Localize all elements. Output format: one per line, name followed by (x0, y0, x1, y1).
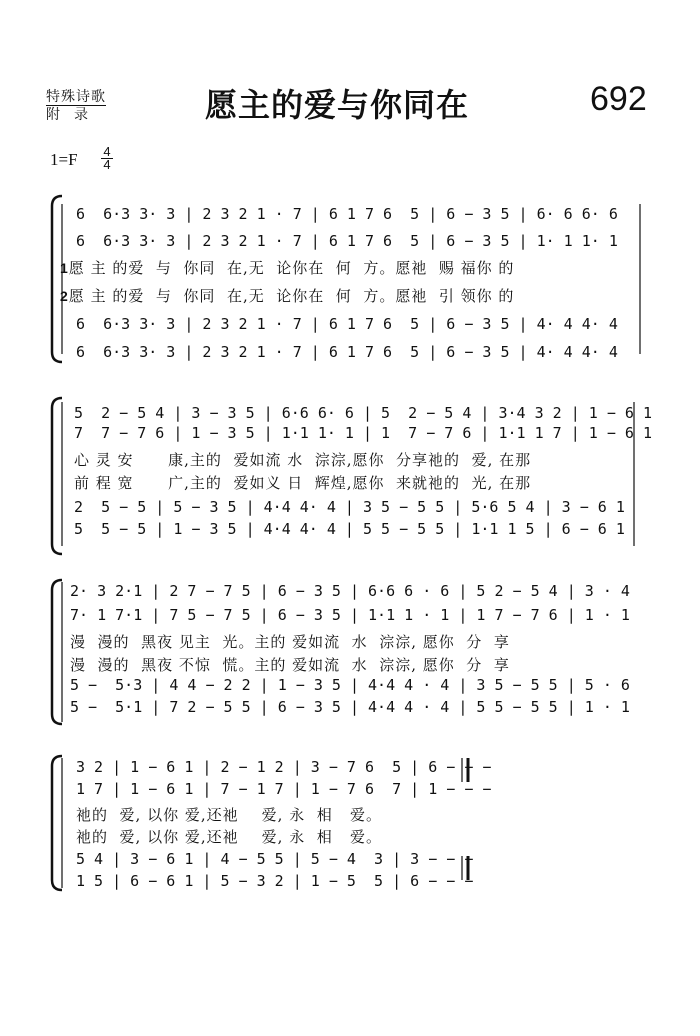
tenor-line: 2 5 − 5 | 5 − 3 5 | 4·4 4· 4 | 3 5 − 5 5 | 5·6 5 4 | 3 − 6 1 (74, 498, 625, 516)
category-label (46, 88, 116, 123)
hymn-number: 692 (590, 80, 647, 118)
verse-1-lyrics: 祂的 爱, 以你 爱,还祂 爱, 永 相 爱。 (76, 806, 383, 824)
time-bottom: 4 (101, 158, 113, 171)
verse-1-lyrics: 漫 漫的 黑夜 见主 光。主的 爱如流 水 淙淙, 愿你 分 享 (70, 633, 510, 651)
bass-line: 6 6·3 3· 3 | 2 3 2 1 · 7 | 6 1 7 6 5 | 6 − 3 5 | 4· 4 4· 4 (76, 343, 618, 361)
alto-line: 7 7 − 7 6 | 1 − 3 5 | 1·1 1· 1 | 1 7 − 7 6 | 1·1 1 7 | 1 − 6 1 (74, 424, 652, 442)
soprano-line: 5 2 − 5 4 | 3 − 3 5 | 6·6 6· 6 | 5 2 − 5 4 | 3·4 3 2 | 1 − 6 1 (74, 404, 652, 422)
bass-line: 5 5 − 5 | 1 − 3 5 | 4·4 4· 4 | 5 5 − 5 5 | 1·1 1 5 | 6 − 6 1 (74, 520, 625, 538)
alto-line: 6 6·3 3· 3 | 2 3 2 1 · 7 | 6 1 7 6 5 | 6 − 3 5 | 1· 1 1· 1 (76, 232, 618, 250)
score-system-3 (0, 576, 700, 726)
soprano-line: 3 2 | 1 − 6 1 | 2 − 1 2 | 3 − 7 6 5 | 6 − − − (76, 758, 492, 776)
soprano-line: 2· 3 2·1 | 2 7 − 7 5 | 6 − 3 5 | 6·6 6 · 6 | 5 2 − 5 4 | 3 · 4 (70, 582, 630, 600)
key-signature: 1=F (50, 150, 78, 169)
verse-1-number: 1 (60, 260, 69, 276)
category-line-2: 附录 (46, 106, 102, 122)
score-system-2 (0, 394, 700, 554)
alto-line: 1 7 | 1 − 6 1 | 7 − 1 7 | 1 − 7 6 7 | 1 − − − (76, 780, 492, 798)
bass-line: 1 5 | 6 − 6 1 | 5 − 3 2 | 1 − 5 5 | 6 − − − (76, 872, 474, 890)
soprano-line: 6 6·3 3· 3 | 2 3 2 1 · 7 | 6 1 7 6 5 | 6 − 3 5 | 6· 6 6· 6 (76, 205, 618, 223)
bass-line: 5 − 5·1 | 7 2 − 5 5 | 6 − 3 5 | 4·4 4 · 4 | 5 5 − 5 5 | 1 · 1 (70, 698, 630, 716)
verse-2-lyrics: 漫 漫的 黑夜 不惊 慌。主的 爱如流 水 淙淙, 愿你 分 享 (70, 656, 510, 674)
tenor-line: 5 4 | 3 − 6 1 | 4 − 5 5 | 5 − 4 3 | 3 − − − (76, 850, 474, 868)
verse-2-lyrics: 前 程 宽 广,主的 爱如义 日 辉煌,愿你 来就祂的 光, 在那 (74, 474, 532, 492)
hymn-title: 愿主的爱与你同在 (205, 86, 470, 124)
tenor-line: 6 6·3 3· 3 | 2 3 2 1 · 7 | 6 1 7 6 5 | 6 − 3 5 | 4· 4 4· 4 (76, 315, 618, 333)
verse-2-lyrics: 祂的 爱, 以你 爱,还祂 爱, 永 相 爱。 (76, 828, 383, 846)
time-signature (101, 146, 113, 171)
time-top: 4 (103, 144, 111, 159)
category-line-1: 特殊诗歌 (46, 88, 106, 104)
score-system-1 (0, 192, 700, 362)
verse-1-text: 愿 主 的爱 与 你同 在,无 论你在 何 方。愿祂 赐 福你 的 (68, 259, 515, 277)
verse-1-lyrics (60, 257, 514, 278)
score-system-4 (0, 752, 700, 902)
verse-2-text: 愿 主 的爱 与 你同 在,无 论你在 何 方。愿祂 引 领你 的 (68, 287, 515, 305)
verse-1-lyrics: 心 灵 安 康,主的 爱如流 水 淙淙,愿你 分享祂的 爱, 在那 (74, 451, 532, 469)
tenor-line: 5 − 5·3 | 4 4 − 2 2 | 1 − 3 5 | 4·4 4 · 4 | 3 5 − 5 5 | 5 · 6 (70, 676, 630, 694)
alto-line: 7· 1 7·1 | 7 5 − 7 5 | 6 − 3 5 | 1·1 1 · 1 | 1 7 − 7 6 | 1 · 1 (70, 606, 630, 624)
verse-2-number: 2 (60, 288, 69, 304)
verse-2-lyrics (60, 285, 514, 306)
